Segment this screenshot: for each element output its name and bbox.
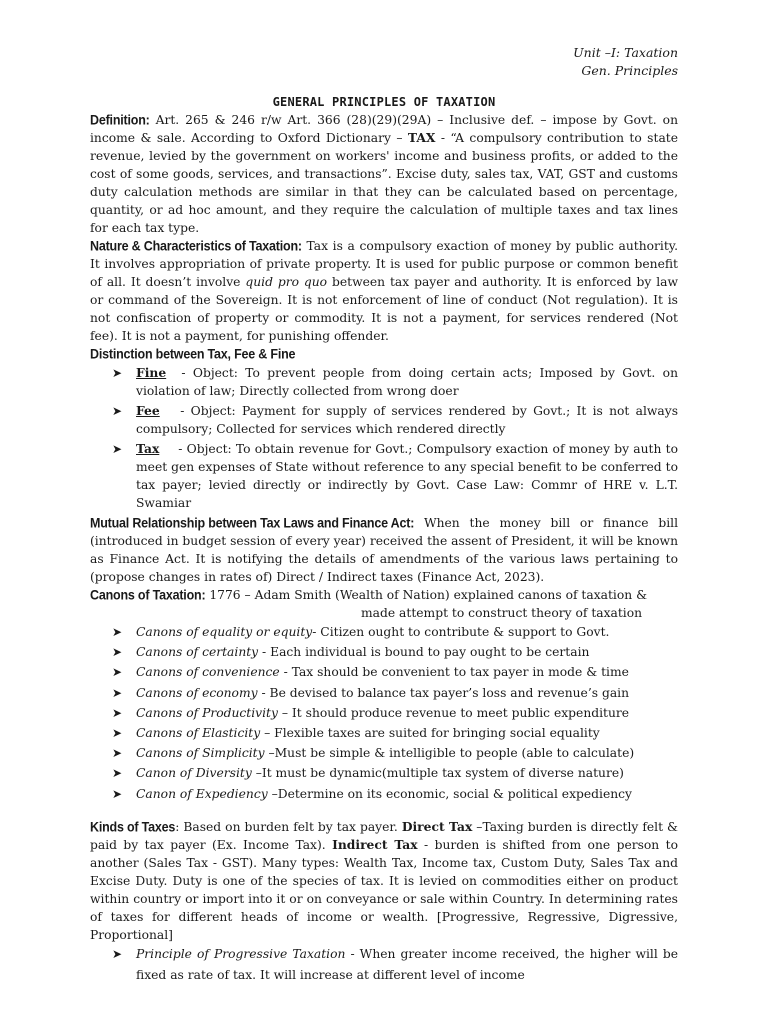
arrow-bullet-icon: ➤	[112, 786, 123, 801]
list-item: ➤ Fine - Object: To prevent people from doing certain acts; Imposed by Govt. on violation of law; Directly collected from wrong doer	[112, 365, 678, 398]
nature-paragraph: Nature & Characteristics of Taxation: Tax is a compulsory exaction of money by public authority. It involves appropriation of private property. It is used for public purpose or common benefit of all. It doesn’t involve quid pro quo between tax payer and authority. It is enforced by law or command of the Sovereign. It is not enforcement of line of conduct (Not regulation). It is not confiscation of property or commodity. It is not a payment, for services rendered (Not fee). It is not a payment, for punishing offender.	[90, 237, 678, 345]
latin-term: quid pro quo	[245, 275, 328, 289]
arrow-bullet-icon: ➤	[112, 946, 123, 961]
list-item: ➤ Tax - Object: To obtain revenue for Govt.; Compulsory exaction of money by auth to meet gen expenses of State without reference to any special benefit to be conferred to tax payer; levied directly or indirectly by Govt. Case Law: Commr of HRE v. L.T. Swamiar	[112, 441, 678, 510]
list-item: ➤ Canon of Diversity –It must be dynamic(multiple tax system of diverse nature)	[90, 763, 678, 783]
header-unit: Unit –I: Taxation	[573, 45, 678, 60]
arrow-bullet-icon: ➤	[112, 442, 123, 456]
list-item: ➤ Canons of economy - Be devised to balance tax payer’s loss and revenue’s gain	[90, 683, 678, 703]
distinction-section	[90, 345, 678, 363]
list-item: ➤ Canon of Expediency –Determine on its economic, social & political expediency	[90, 784, 678, 804]
definition-heading: Definition:	[90, 112, 150, 128]
fee-term: Fee	[136, 403, 160, 418]
kinds-paragraph: Kinds of Taxes: Based on burden felt by tax payer. Direct Tax –Taxing burden is directly felt & paid by tax payer (Ex. Income Tax). Indirect Tax - burden is shifted from one person to another (Sales Tax - GST). Many types: Wealth Tax, Income tax, Custom Duty, Sales Tax and Excise Duty. Duty is one of the species of tax. It is levied on commodities either on product within country or import into it or on conveyance or sale within Country. In determining rates of taxes for different heads of income or wealth. [Progressive, Regressive, Digressive, Proportional]	[90, 818, 678, 942]
canons-list	[90, 622, 678, 804]
list-item: ➤ Canons of convenience - Tax should be convenient to tax payer in mode & time	[90, 662, 678, 682]
tax-term: TAX	[407, 130, 436, 145]
arrow-bullet-icon: ➤	[112, 726, 123, 741]
list-item: ➤ Canons of certainty - Each individual is bound to pay ought to be certain	[90, 642, 678, 662]
arrow-bullet-icon: ➤	[112, 665, 123, 680]
header-topic: Gen. Principles	[581, 63, 678, 78]
list-item: ➤ Canons of Simplicity –Must be simple & intelligible to people (able to calculate)	[90, 743, 678, 763]
indirect-tax-term: Indirect Tax	[332, 836, 418, 852]
list-item: ➤ Fee - Object: Payment for supply of services rendered by Govt.; It is not always compulsory; Collected for services which rendered directly	[112, 403, 678, 436]
kinds-heading: Kinds of Taxes	[90, 819, 176, 835]
principle-name: Principle of Progressive Taxation	[136, 946, 346, 961]
document-title: GENERAL PRINCIPLES OF TAXATION	[272, 95, 496, 109]
arrow-bullet-icon: ➤	[112, 625, 123, 639]
arrow-bullet-icon: ➤	[112, 685, 123, 700]
arrow-bullet-icon: ➤	[112, 766, 123, 781]
arrow-bullet-icon: ➤	[112, 746, 123, 761]
direct-tax-term: Direct Tax	[401, 818, 473, 834]
arrow-bullet-icon: ➤	[112, 404, 123, 418]
canons-intro: Canons of Taxation: 1776 – Adam Smith (Wealth of Nation) explained canons of taxation &	[90, 586, 678, 604]
list-item: ➤ Canons of Productivity – It should produce revenue to meet public expenditure	[90, 703, 678, 723]
tax-term-item: Tax	[136, 441, 160, 456]
list-item: ➤ Canons of equality or equity- Citizen ought to contribute & support to Govt.	[90, 622, 678, 642]
distinction-list	[90, 364, 678, 512]
canons-intro-continued: made attempt to construct theory of taxation	[361, 606, 643, 620]
arrow-bullet-icon: ➤	[112, 366, 123, 380]
mutual-paragraph: Mutual Relationship between Tax Laws and Finance Act: When the money bill or finance bill (introduced in budget session of every year) received the assent of President, it will be known as Finance Act. It is notifying the details of amendments of the various laws pertaining to (propose changes in rates of) Direct / Indirect taxes (Finance Act, 2023).	[90, 514, 678, 586]
principle-list	[90, 944, 678, 986]
fine-term: Fine	[136, 365, 167, 380]
page-header	[573, 44, 678, 80]
mutual-heading: Mutual Relationship between Tax Laws and Finance Act:	[90, 515, 415, 531]
definition-paragraph: Definition: Art. 265 & 246 r/w Art. 366 (28)(29)(29A) – Inclusive def. – impose by Govt. on income & sale. According to Oxford Dictionary – TAX - “A compulsory contribution to state revenue, levied by the government on workers' income and business profits, or added to the cost of some goods, services, and transactions”. Excise duty, sales tax, VAT, GST and customs duty calculation methods are similar in that they can be calculated based on percentage, quantity, or ad hoc amount, and they require the calculation of multiple taxes and tax lines for each tax type.	[90, 111, 678, 237]
canons-heading: Canons of Taxation:	[90, 587, 206, 603]
nature-heading: Nature & Characteristics of Taxation:	[90, 238, 302, 254]
list-item: ➤ Canons of Elasticity – Flexible taxes are suited for bringing social equality	[90, 723, 678, 743]
arrow-bullet-icon: ➤	[112, 645, 123, 660]
document-body	[90, 111, 678, 986]
distinction-heading: Distinction between Tax, Fee & Fine	[90, 346, 296, 362]
arrow-bullet-icon: ➤	[112, 705, 123, 720]
section-gap	[90, 804, 678, 818]
list-item: ➤ Principle of Progressive Taxation - When greater income received, the higher will be fixed as rate of tax. It will increase at different level of income	[90, 944, 678, 986]
